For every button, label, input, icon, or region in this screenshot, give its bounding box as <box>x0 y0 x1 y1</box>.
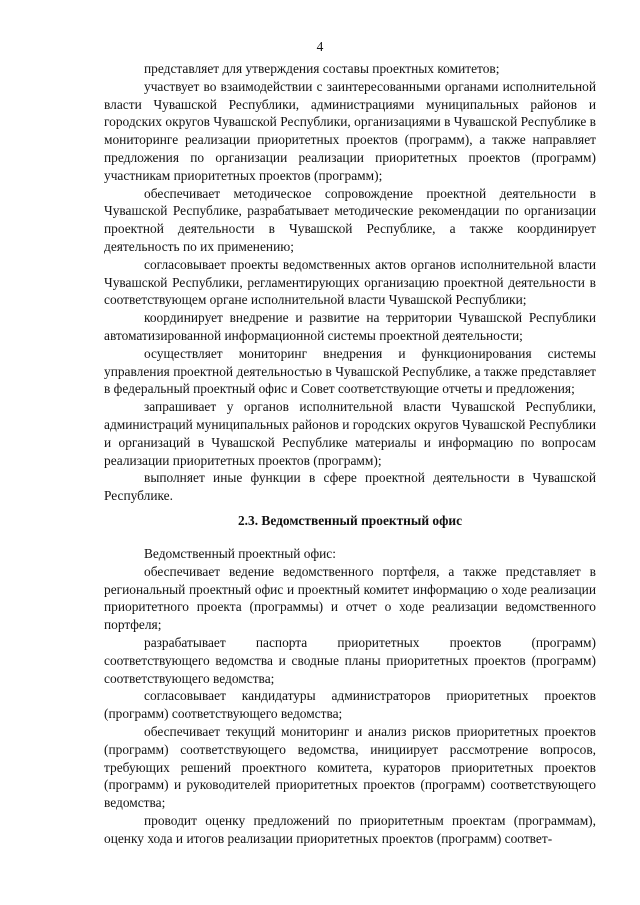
list-item: проводит оценку предложений по приоритетным проектам (программам), оценку хода и итогов реализации приоритетных проектов (программ) соответ- <box>104 812 596 846</box>
list-item: согласовывает кандидатуры администраторов приоритетных проектов (программ) соответствующего ведомства; <box>104 688 596 722</box>
list-item: обеспечивает ведение ведомственного портфеля, а также представляет в региональный проектный офис и проектный комитет информацию о ходе реализации приоритетного проекта (программы) и отчет о ходе реализации ведомственного портфеля; <box>104 563 596 633</box>
section-heading-block <box>104 512 596 530</box>
section-intro: Ведомственный проектный офис: <box>144 546 336 561</box>
list-item: выполняет иные функции в сфере проектной деятельности в Чувашской Республике. <box>104 470 596 504</box>
list-item: согласовывает проекты ведомственных актов органов исполнительной власти Чувашской Республики, регламентирующих организацию проектной деятельности в соответствующем органе исполнительной власти Чувашской Республики; <box>104 256 596 308</box>
list-item: осуществляет мониторинг внедрения и функционирования системы управления проектной деятельностью в Чувашской Республике, а также представляет в федеральный проектный офис и Совет соответствующие отчеты и предложения; <box>104 345 596 397</box>
list-item: обеспечивает текущий мониторинг и анализ рисков приоритетных проектов (программ) соответствующего ведомства, инициирует рассмотрение вопросов, требующих решений проектного комитета, кураторов приоритетных проектов (программ) и руководителей приоритетных проектов (программ) соответствующего ведомства; <box>104 723 596 811</box>
intro-list <box>104 60 596 505</box>
page-number: 4 <box>316 39 324 54</box>
list-item: координирует внедрение и развитие на территории Чувашской Республики автоматизированной информационной системы проектной деятельности; <box>104 310 596 343</box>
list-item: представляет для утверждения составы проектных комитетов; <box>144 61 500 76</box>
section-heading: 2.3. Ведомственный проектный офис <box>237 513 463 528</box>
list-item: участвует во взаимодействии с заинтересованными органами исполнительной власти Чувашской Республики, администрациями муниципальных районов и городских округов Чувашской Республики, организациями в Чувашской Республике в мониторинге реализации приоритетных проектов (программ), а также направляет предложения по организации реализации приоритетных проектов (программ) участникам приоритетных проектов (программ); <box>104 78 596 183</box>
list-item: обеспечивает методическое сопровождение проектной деятельности в Чувашской Республике, разрабатывает методические рекомендации по организации проектной деятельности в Чувашской Республике, а также координирует деятельность по их применению; <box>104 185 596 254</box>
list-item: запрашивает у органов исполнительной власти Чувашской Республики, администраций муниципальных районов и городских округов Чувашской Республики и организаций в Чувашской Республике материалы и информацию по вопросам реализации приоритетных проектов (программ); <box>104 399 596 468</box>
section-list <box>104 545 596 848</box>
list-item: разрабатывает паспорта приоритетных проектов (программ) соответствующего ведомства и сводные планы приоритетных проектов (программ) соответствующего ведомства; <box>104 634 596 686</box>
